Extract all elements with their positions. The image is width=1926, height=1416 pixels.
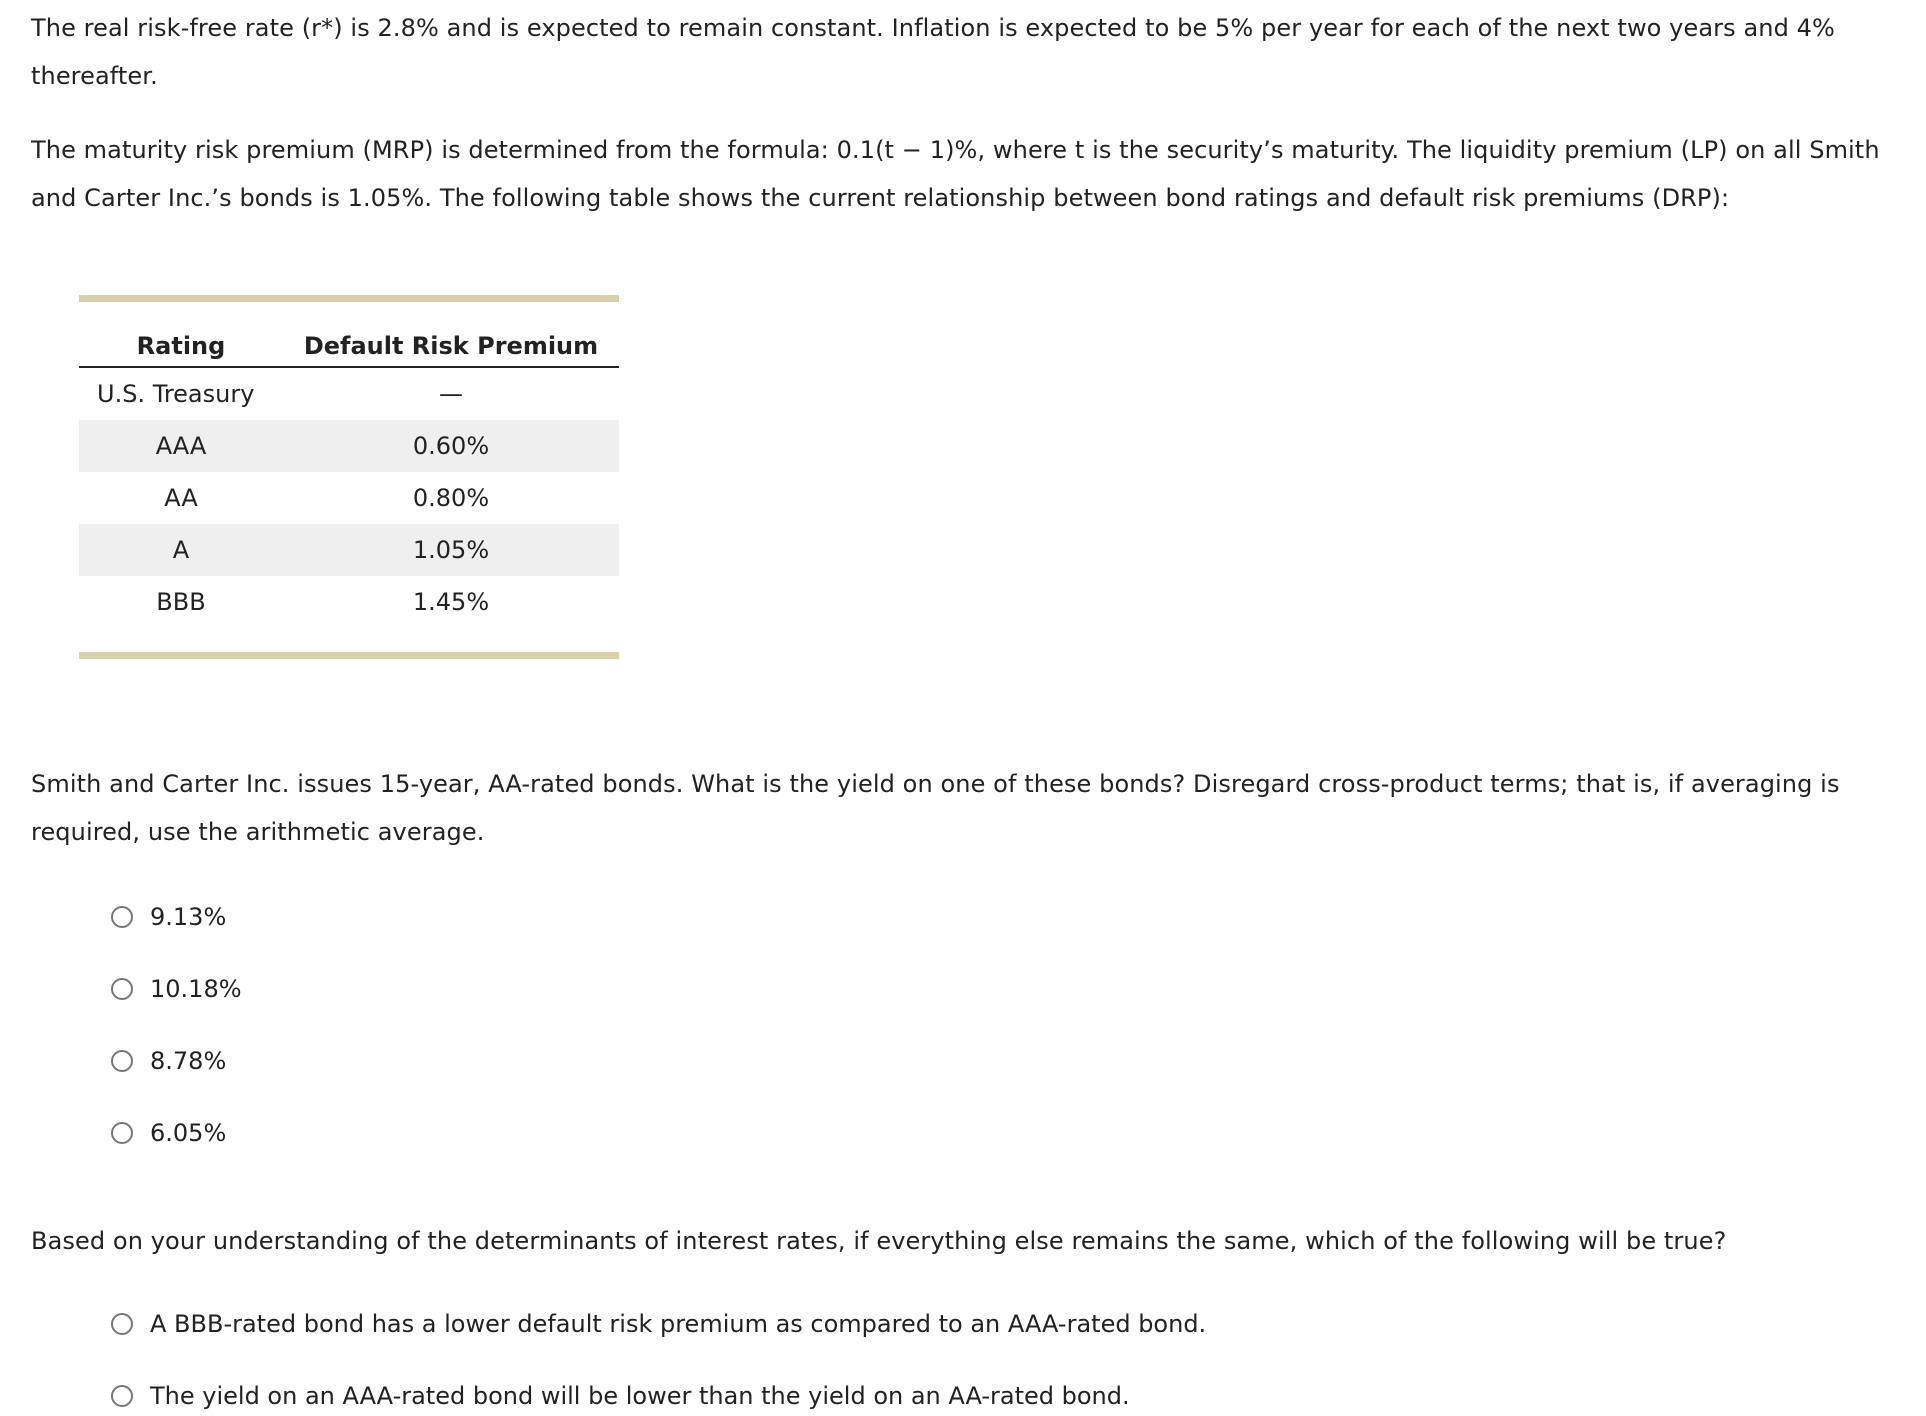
table-row bbox=[79, 420, 619, 472]
table-row bbox=[79, 472, 619, 524]
table-row bbox=[79, 524, 619, 576]
table-header-row bbox=[79, 326, 619, 367]
option-label: A BBB-rated bond has a lower default risk premium as compared to an AAA-rated bond. bbox=[150, 1310, 1207, 1338]
intro-paragraph-1: The real risk-free rate (r*) is 2.8% and is expected to remain constant. Inflation is expected to be 5% per year for each of the next two years and 4% thereafter. bbox=[31, 14, 1835, 90]
question-1-option-3[interactable] bbox=[111, 1043, 226, 1079]
radio-button[interactable] bbox=[111, 906, 133, 928]
table-top-rule bbox=[79, 295, 619, 302]
premium-cell: 0.80% bbox=[412, 484, 490, 512]
question-1-text: Smith and Carter Inc. issues 15-year, AA-rated bonds. What is the yield on one of these bonds? Disregard cross-product terms; that is, if averaging is required, use the arithmetic average. bbox=[31, 770, 1840, 846]
table-row bbox=[79, 576, 619, 628]
rating-cell: BBB bbox=[156, 588, 206, 616]
radio-button[interactable] bbox=[111, 1385, 133, 1407]
option-label: 8.78% bbox=[150, 1047, 227, 1075]
option-label: 9.13% bbox=[150, 903, 227, 931]
option-label: 6.05% bbox=[150, 1119, 227, 1147]
premium-cell: 0.60% bbox=[283, 420, 619, 472]
rating-cell: AAA bbox=[79, 420, 283, 472]
radio-button[interactable] bbox=[111, 1122, 133, 1144]
table-bottom-rule bbox=[79, 652, 619, 659]
option-label: 10.18% bbox=[150, 975, 242, 1003]
premium-cell: — bbox=[439, 380, 463, 408]
premium-cell: 1.05% bbox=[283, 524, 619, 576]
question-2-option-2[interactable] bbox=[111, 1378, 1130, 1414]
drp-table-container bbox=[79, 295, 619, 659]
premium-cell: 1.45% bbox=[412, 588, 490, 616]
question-1-option-1[interactable] bbox=[111, 899, 226, 935]
header-rating: Rating bbox=[79, 326, 283, 367]
rating-cell: U.S. Treasury bbox=[97, 380, 255, 408]
question-2-text: Based on your understanding of the determinants of interest rates, if everything else remains the same, which of the following will be true? bbox=[31, 1227, 1727, 1255]
drp-table bbox=[79, 326, 619, 628]
question-1-option-4[interactable] bbox=[111, 1115, 226, 1151]
question-1-option-2[interactable] bbox=[111, 971, 242, 1007]
rating-cell: A bbox=[79, 524, 283, 576]
radio-button[interactable] bbox=[111, 1313, 133, 1335]
rating-cell: AA bbox=[164, 484, 198, 512]
header-default-risk-premium: Default Risk Premium bbox=[283, 326, 619, 367]
radio-button[interactable] bbox=[111, 978, 133, 1000]
option-label: The yield on an AAA-rated bond will be lower than the yield on an AA-rated bond. bbox=[150, 1382, 1130, 1410]
question-2-option-1[interactable] bbox=[111, 1306, 1206, 1342]
intro-paragraph-2: The maturity risk premium (MRP) is determined from the formula: 0.1(t − 1)%, where t is the security’s maturity. The liquidity premium (LP) on all Smith and Carter Inc.’s bonds is 1.05%. The following table shows the current relationship between bond ratings and default risk premiums (DRP): bbox=[31, 136, 1880, 212]
table-row bbox=[79, 367, 619, 420]
radio-button[interactable] bbox=[111, 1050, 133, 1072]
